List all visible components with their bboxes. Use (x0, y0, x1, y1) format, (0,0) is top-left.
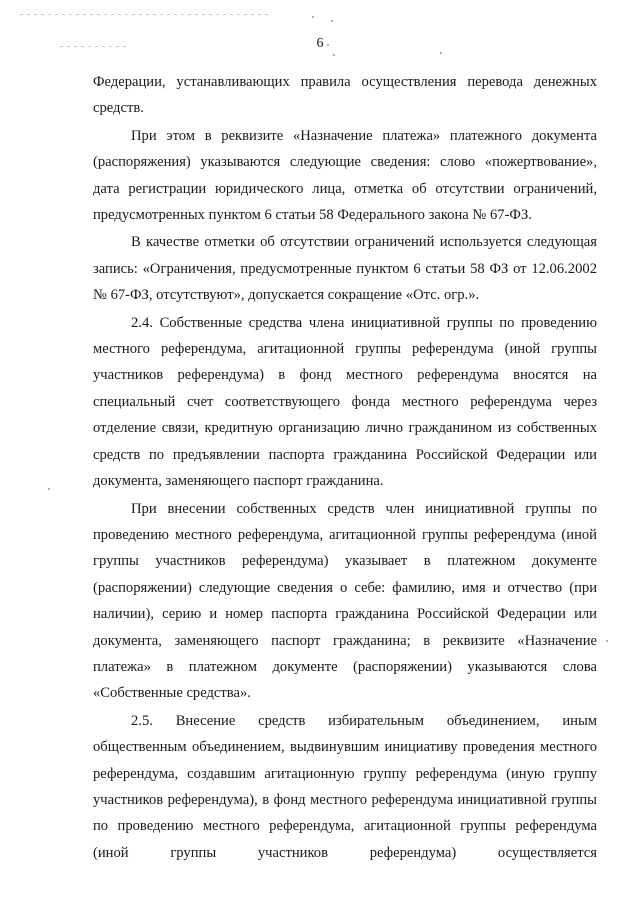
scan-speck (331, 20, 333, 22)
scan-artifact-line (20, 14, 270, 15)
document-body (93, 69, 597, 866)
scan-speck (440, 52, 442, 54)
scan-speck (333, 54, 335, 56)
scan-speck (312, 16, 314, 18)
page-number: 6 (316, 36, 324, 51)
paragraph-continuation: Федерации, устанавливающих правила осуществления перевода денежных средств. (93, 74, 597, 117)
paragraph-payment-purpose: При этом в реквизите «Назначение платежа» платежного документа (распоряжения) указываются следующие сведения: слово «пожертвование», дата регистрации юридического лица, отметка об отсутствии ограничений, предусмотренных пунктом 6 статьи 58 Федерального закона № 67-ФЗ. (93, 127, 597, 224)
paragraph-own-funds: При внесении собственных средств член инициативной группы по проведению местного референдума, агитационной группы референдума (иной группы участников референдума) указывает в платежном документе (распоряжении) следующие сведения о себе: фамилию, имя и отчество (при наличии), серию и номер паспорта гражданина Российской Федерации или документа, заменяющего паспорт гражданина; в реквизите «Назначение платежа» в платежном документе (распоряжении) указываются слова «Собственные средства». (93, 500, 597, 702)
scan-speck (48, 488, 50, 490)
paragraph-section-2-5: 2.5. Внесение средств избирательным объединением, иным общественным объединением, выдвинувшим инициативу проведения местного референдума, создавшим агитационную группу референдума (иную группу участников референдума), в фонд местного референдума инициативной группы по проведению местного референдума, агитационной группы референдума (иной группы участников референдума) осуществляется (93, 712, 597, 861)
scan-speck (606, 640, 608, 642)
paragraph-restriction-mark: В качестве отметки об отсутствии ограничений используется следующая запись: «Ограничения, предусмотренные пунктом 6 статьи 58 ФЗ от 12.06.2002 № 67-ФЗ, отсутствуют», допускается сокращение «Отс. огр.». (93, 234, 597, 304)
paragraph-section-2-4: 2.4. Собственные средства члена инициативной группы по проведению местного референдума, агитационной группы референдума (иной группы участников референдума) в фонд местного референдума вносятся на специальный счет соответствующего фонда местного референдума через отделение связи, кредитную организацию лично гражданином из собственных средств по предъявлении паспорта гражданина Российской Федерации или документа, заменяющего паспорт гражданина. (93, 314, 597, 490)
